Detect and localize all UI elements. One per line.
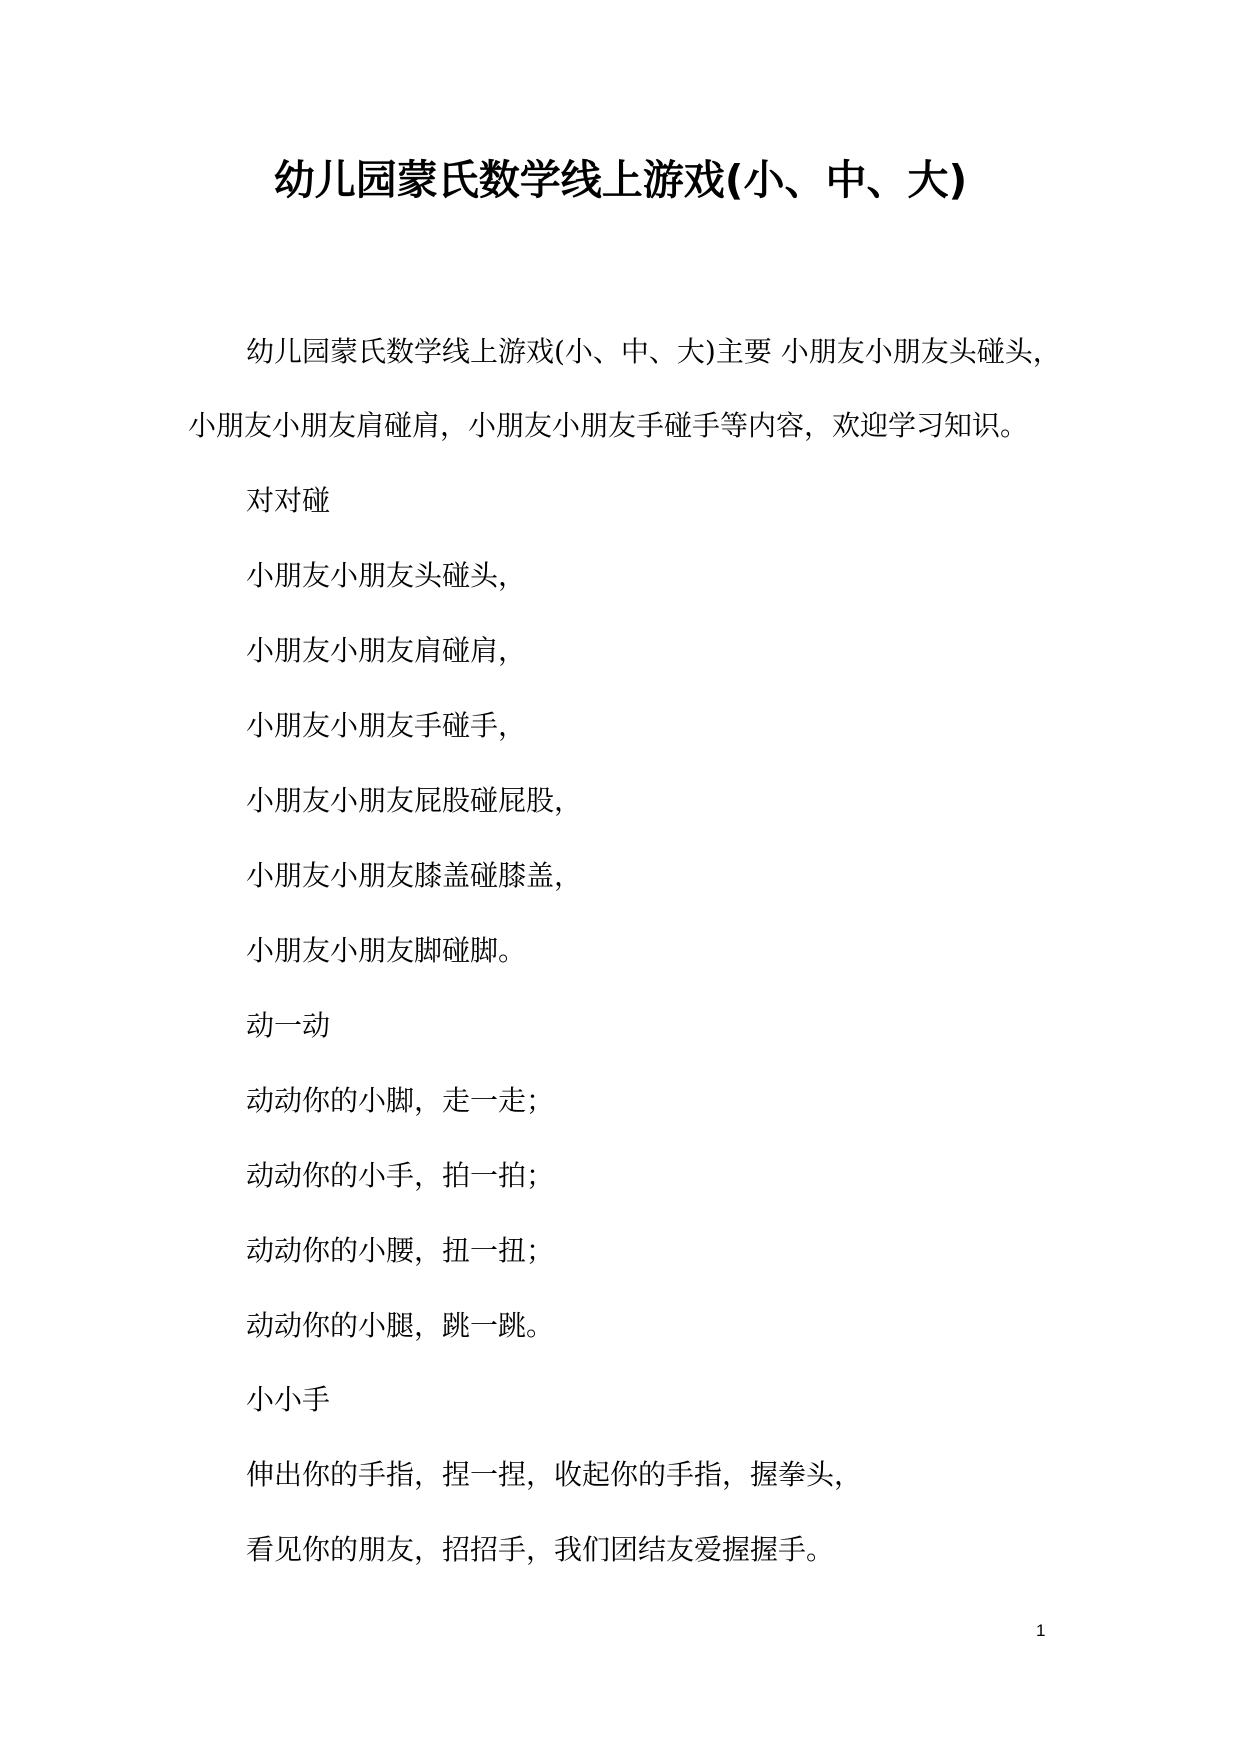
intro-line-1: 幼儿园蒙氏数学线上游戏(小、中、大)主要 小朋友小朋友头碰头， <box>246 335 1061 368</box>
poem-line: 小朋友小朋友头碰头， <box>246 559 527 592</box>
poem-line: 动动你的小腿，跳一跳。 <box>246 1309 555 1342</box>
page-number: 1 <box>1036 1621 1046 1640</box>
section-heading-dongyidong: 动一动 <box>246 1009 331 1042</box>
poem-line: 动动你的小腰，扭一扭； <box>246 1234 555 1267</box>
document-title: 幼儿园蒙氏数学线上游戏(小、中、大) <box>273 156 968 204</box>
poem-line: 动动你的小手，拍一拍； <box>246 1159 555 1192</box>
poem-line: 伸出你的手指，捏一捏，收起你的手指，握拳头， <box>246 1458 863 1491</box>
poem-line: 看见你的朋友，招招手，我们团结友爱握握手。 <box>246 1533 835 1566</box>
poem-line: 小朋友小朋友膝盖碰膝盖， <box>246 859 583 892</box>
poem-line: 小朋友小朋友手碰手， <box>246 709 527 742</box>
poem-line: 小朋友小朋友肩碰肩， <box>246 634 527 667</box>
poem-line: 动动你的小脚，走一走； <box>246 1084 555 1117</box>
intro-line-2: 小朋友小朋友肩碰肩，小朋友小朋友手碰手等内容，欢迎学习知识。 <box>188 409 1029 442</box>
section-heading-xiaoxiaoshou: 小小手 <box>246 1383 331 1416</box>
poem-line: 小朋友小朋友屁股碰屁股， <box>246 784 583 817</box>
section-heading-duiduipeng: 对对碰 <box>246 484 331 517</box>
poem-line: 小朋友小朋友脚碰脚。 <box>246 934 527 967</box>
